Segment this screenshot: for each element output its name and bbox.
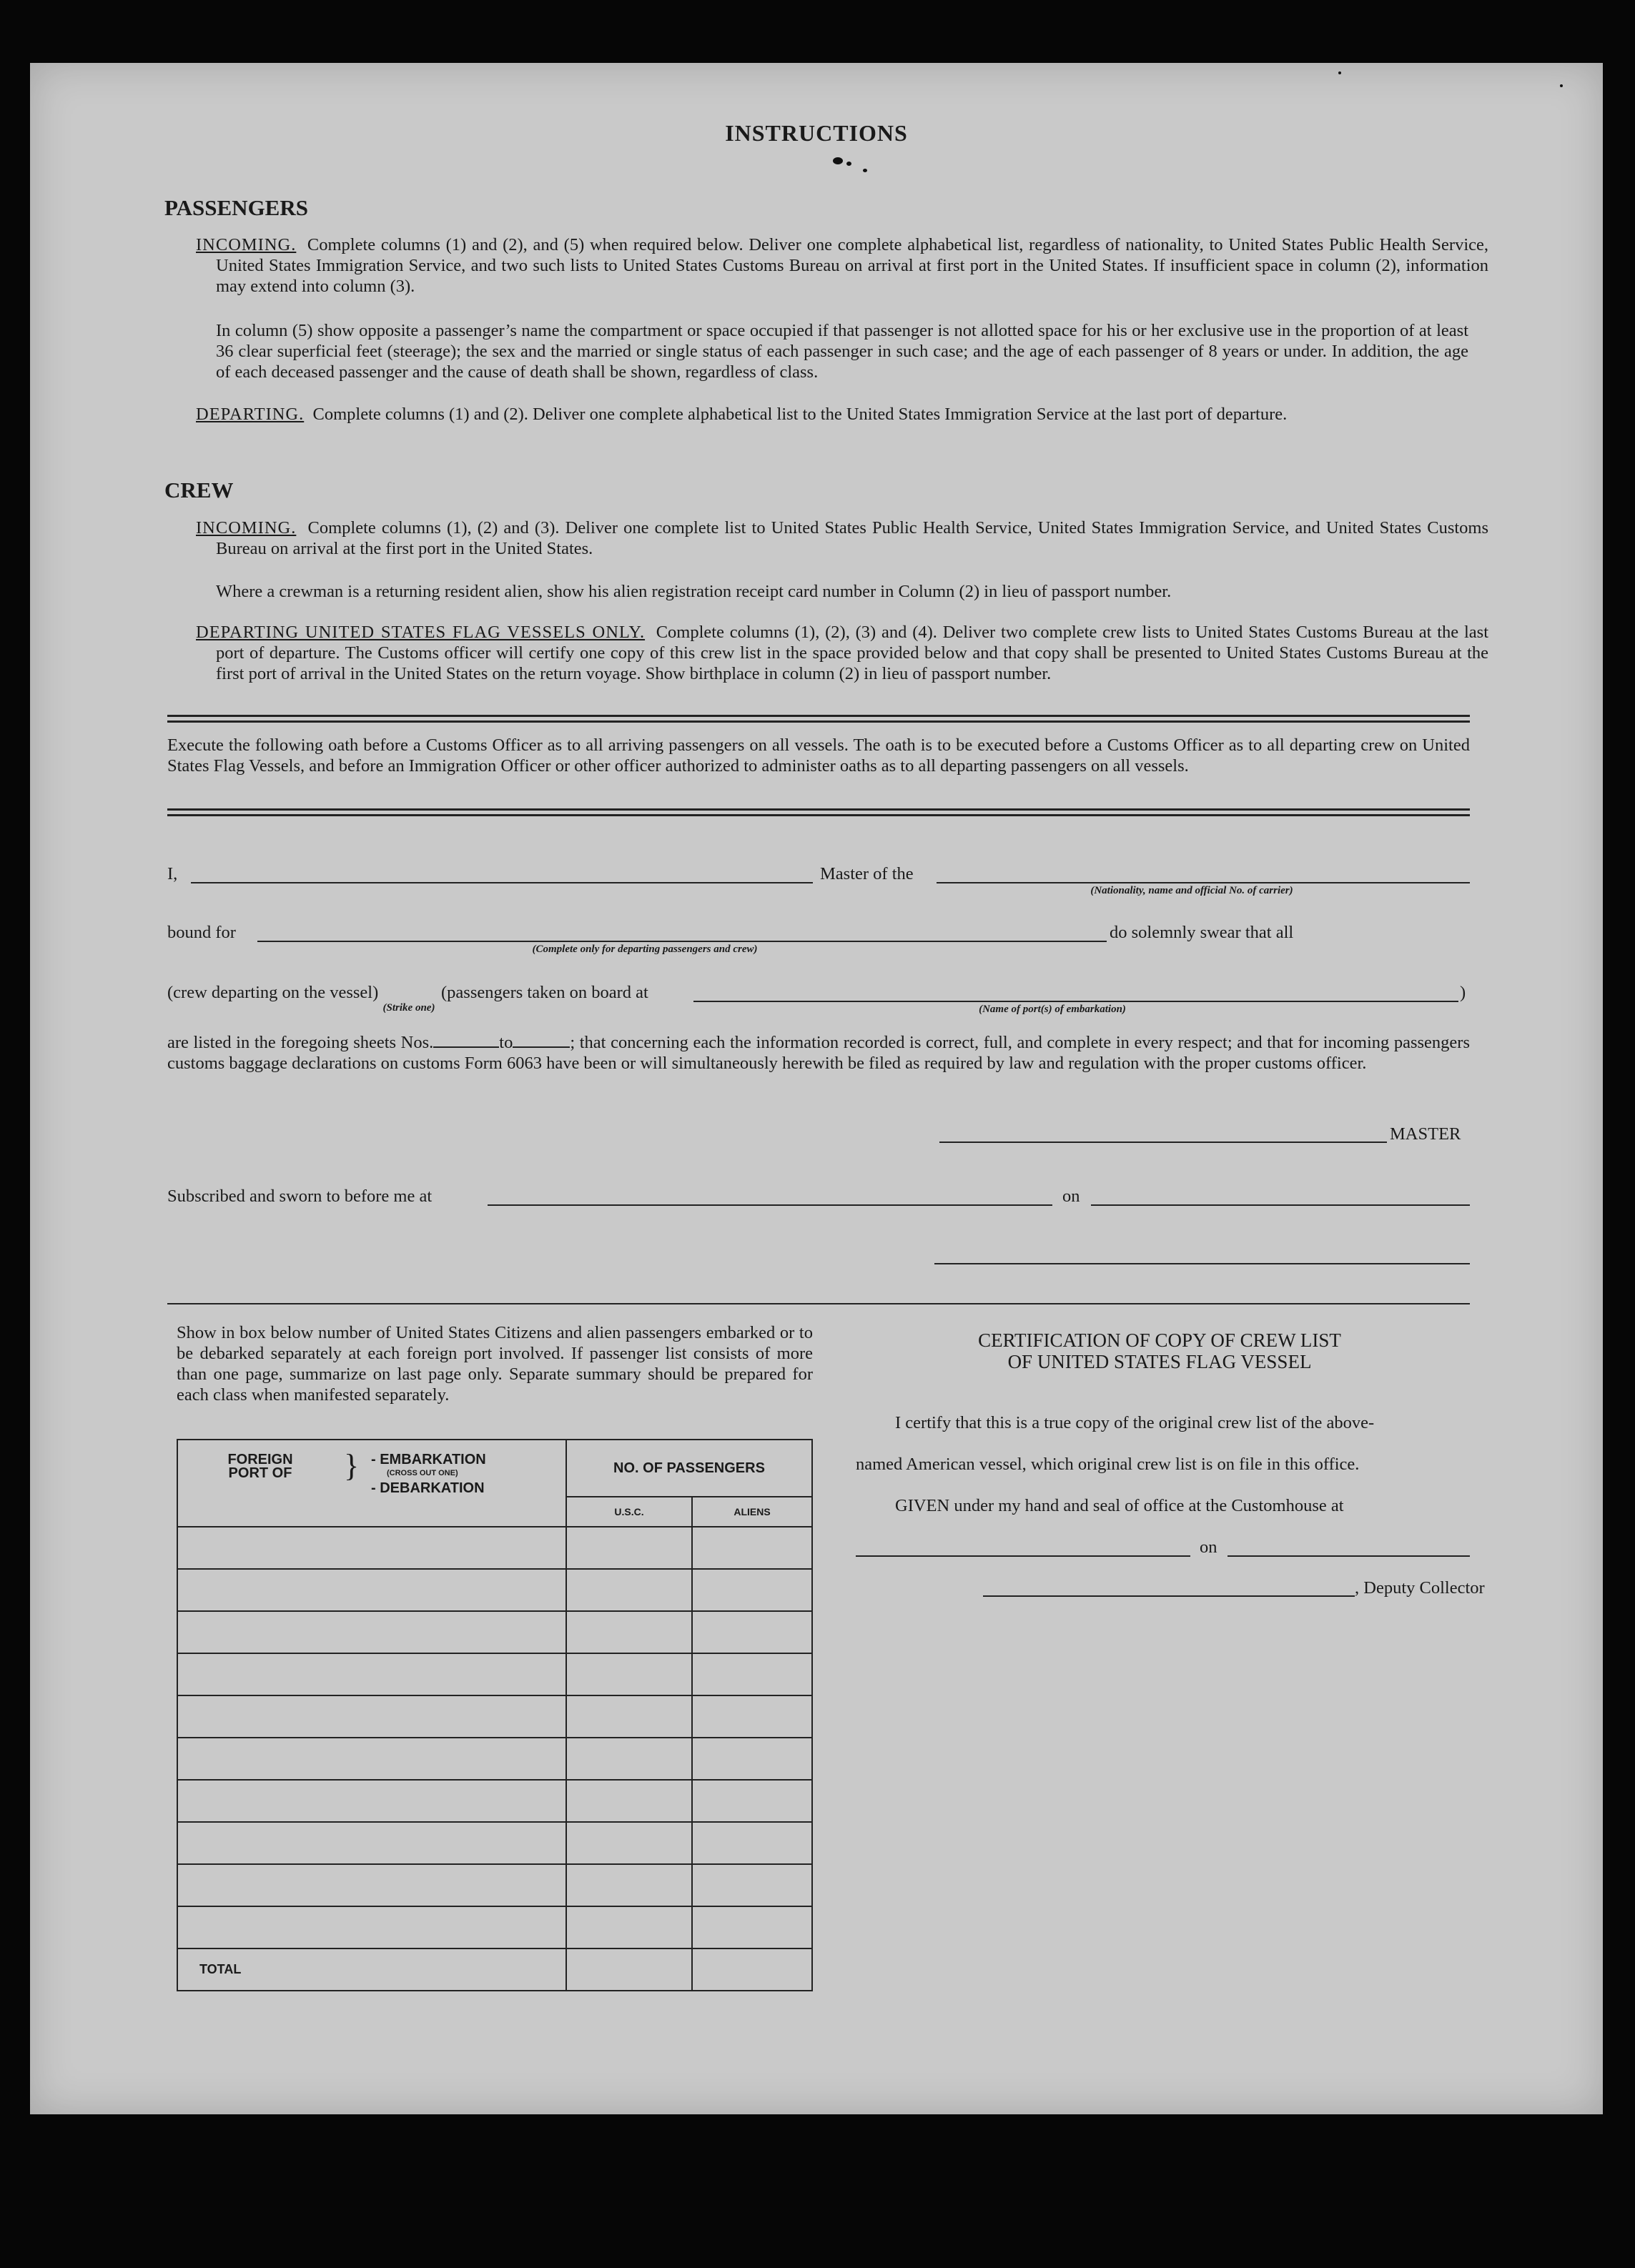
- summary-body: [177, 1527, 812, 1948]
- usc-cell[interactable]: [566, 1780, 692, 1822]
- embarkation-label: - EMBARKATION: [371, 1452, 486, 1467]
- passenger-summary-table: [177, 1439, 813, 1991]
- summary-row: [177, 1527, 812, 1569]
- debarkation-label: - DEBARKATION: [371, 1480, 485, 1496]
- ink-speck: [1560, 84, 1563, 87]
- bound-for-line[interactable]: [257, 941, 1107, 942]
- total-label: TOTAL: [177, 1948, 566, 1991]
- crew-departing-paragraph: [196, 622, 1488, 684]
- close-paren: ): [1460, 983, 1466, 1002]
- crew-departing-option: (crew departing on the vessel): [167, 983, 379, 1002]
- officer-signature-line[interactable]: [934, 1263, 1470, 1264]
- form-page: [30, 63, 1603, 2114]
- customhouse-line[interactable]: [856, 1555, 1190, 1557]
- sheet-to-field[interactable]: [513, 1046, 570, 1048]
- usc-header: U.S.C.: [566, 1497, 692, 1527]
- bound-for-label: bound for: [167, 923, 236, 942]
- passengers-incoming-text: Complete columns (1) and (2), and (5) when required below. Deliver one complete alphabetical list, regardless of nationality, to United States Public Health Service, United States Immigration Service, and two such lists to United States Customs Bureau on arrival at first port in the United States. If insufficient space in column (2), information may extend into column (3).: [216, 235, 1489, 296]
- ports-caption: (Name of port(s) of embarkation): [979, 1004, 1126, 1015]
- summary-instruction: Show in box below number of United States Citizens and alien passengers embarked or to be debarked separately at each foreign port involved. If passenger list consists of more than one page, summarize on last page only. Separate summary should be prepared for each class when manifested separately.: [177, 1323, 813, 1405]
- crew-incoming-text: Complete columns (1), (2) and (3). Deliver one complete list to United States Public Health Service, United States Immigration Service, and United States Customs Bureau on arrival at the first port in the United States.: [216, 518, 1488, 558]
- crew-incoming-paragraph: [196, 518, 1488, 559]
- sworn-place-line[interactable]: [488, 1204, 1052, 1206]
- certification-title-line2: OF UNITED STATES FLAG VESSEL: [1007, 1351, 1312, 1372]
- usc-cell[interactable]: [566, 1864, 692, 1906]
- certification-title-line1: CERTIFICATION OF COPY OF CREW LIST: [978, 1329, 1341, 1351]
- master-signature-line[interactable]: [939, 1142, 1387, 1143]
- double-rule: [167, 715, 1470, 723]
- crew-departing-text: Complete columns (1), (2), (3) and (4). Deliver two complete crew lists to United States Customs Bureau at the last port of departure. The Customs officer will certify one copy of this crew list in the space provided below and that copy shall be presented to United States Customs Bureau at the first port of arrival in the United States on the return voyage. Show birthplace in column (2) in lieu of passport number.: [216, 623, 1488, 683]
- aliens-header: ALIENS: [692, 1497, 812, 1527]
- carrier-line[interactable]: [937, 882, 1470, 883]
- sworn-on-label: on: [1062, 1187, 1080, 1206]
- aliens-cell[interactable]: [692, 1695, 812, 1738]
- listed-rest: ; that concerning each the information recorded is correct, full, and complete in every respect; and that for incoming passengers customs baggage declarations on customs Form 6063 have been or will simultaneously herewith be filed as required by law and regulation with the proper customs officer.: [167, 1033, 1470, 1073]
- complete-only-caption: (Complete only for departing passengers and crew): [532, 944, 758, 955]
- oath-instruction: Execute the following oath before a Customs Officer as to all arriving passengers on all vessels. The oath is to be executed before a Customs Officer as to all departing crew on United States Flag Vessels, and before an Immigration Officer or other officer authorized to administer oaths as to all departing passengers on all vessels.: [167, 736, 1470, 776]
- passengers-departing-label: DEPARTING.: [196, 405, 305, 424]
- summary-row: [177, 1780, 812, 1822]
- port-cell[interactable]: [177, 1780, 566, 1822]
- passengers-incoming-paragraph: [196, 234, 1488, 297]
- brace-mark: }: [344, 1448, 360, 1483]
- usc-cell[interactable]: [566, 1822, 692, 1864]
- cert-date-line[interactable]: [1228, 1555, 1470, 1557]
- certify-line1: I certify that this is a true copy of the original crew list of the above-: [895, 1413, 1375, 1432]
- given-line: GIVEN under my hand and seal of office at the Customhouse at: [895, 1496, 1344, 1515]
- ink-speck: [1338, 71, 1341, 74]
- passengers-taken-option: (passengers taken on board at: [441, 983, 648, 1002]
- port-cell[interactable]: [177, 1864, 566, 1906]
- crew-incoming-label: INCOMING.: [196, 518, 297, 538]
- ports-line[interactable]: [693, 1001, 1458, 1002]
- aliens-cell[interactable]: [692, 1822, 812, 1864]
- port-cell[interactable]: [177, 1611, 566, 1653]
- total-aliens-cell[interactable]: [692, 1948, 812, 1991]
- strike-one-caption: (Strike one): [382, 1002, 435, 1014]
- passengers-incoming-label: INCOMING.: [196, 235, 297, 254]
- deputy-signature-line[interactable]: [983, 1595, 1355, 1597]
- summary-row: [177, 1864, 812, 1906]
- port-cell[interactable]: [177, 1695, 566, 1738]
- sworn-date-line[interactable]: [1091, 1204, 1470, 1206]
- summary-row: [177, 1822, 812, 1864]
- crew-departing-label: DEPARTING UNITED STATES FLAG VESSELS ONLY.: [196, 623, 646, 642]
- crew-resident-paragraph: Where a crewman is a returning resident alien, show his alien registration receipt card number in Column (2) in lieu of passport number.: [216, 582, 1172, 601]
- nationality-caption: (Nationality, name and official No. of carrier): [1090, 885, 1293, 896]
- aliens-cell[interactable]: [692, 1653, 812, 1695]
- oath-i-label: I,: [167, 864, 178, 883]
- usc-cell[interactable]: [566, 1695, 692, 1738]
- oath-master-of-label: Master of the: [820, 864, 914, 883]
- passengers-column5-paragraph: In column (5) show opposite a passenger’s name the compartment or space occupied if that passenger is not allotted space for his or her exclusive use in the proportion of at least 36 clear superficial feet (steerage); the sex and the married or single status of each passenger in such case; and the age of each passenger of 8 years or under. In addition, the age of each deceased passenger and the cause of death shall be shown, regardless of class.: [216, 321, 1468, 382]
- usc-cell[interactable]: [566, 1906, 692, 1948]
- port-cell[interactable]: [177, 1653, 566, 1695]
- aliens-cell[interactable]: [692, 1780, 812, 1822]
- master-label: MASTER: [1390, 1124, 1461, 1144]
- passengers-heading: PASSENGERS: [164, 195, 308, 220]
- port-cell[interactable]: [177, 1527, 566, 1569]
- deputy-collector-label: , Deputy Collector: [1355, 1578, 1485, 1598]
- cert-on-label: on: [1200, 1537, 1217, 1557]
- certification-title: [852, 1329, 1467, 1372]
- listed-start: are listed in the foregoing sheets Nos.: [167, 1033, 434, 1052]
- ink-speck: [863, 169, 867, 172]
- summary-row: [177, 1695, 812, 1738]
- ink-speck: [846, 162, 851, 166]
- usc-cell[interactable]: [566, 1653, 692, 1695]
- foreign-port-of-label: FOREIGN PORT OF: [227, 1452, 293, 1481]
- total-usc-cell[interactable]: [566, 1948, 692, 1991]
- aliens-cell[interactable]: [692, 1527, 812, 1569]
- port-cell[interactable]: [177, 1906, 566, 1948]
- double-rule: [167, 808, 1470, 816]
- sheet-from-field[interactable]: [433, 1046, 499, 1048]
- crew-heading: CREW: [164, 477, 234, 502]
- listed-to: to: [499, 1033, 513, 1052]
- foreign-port-header-cell: [177, 1440, 566, 1527]
- passengers-departing-paragraph: [196, 404, 1488, 425]
- aliens-cell[interactable]: [692, 1906, 812, 1948]
- cross-out-one-label: (CROSS OUT ONE): [387, 1469, 458, 1477]
- ink-speck: [833, 157, 843, 164]
- passengers-departing-text: Complete columns (1) and (2). Deliver one complete alphabetical list to the United States Immigration Service at the last port of departure.: [312, 405, 1288, 424]
- no-of-passengers-header: NO. OF PASSENGERS: [566, 1440, 812, 1497]
- summary-row: [177, 1906, 812, 1948]
- port-cell[interactable]: [177, 1738, 566, 1780]
- aliens-cell[interactable]: [692, 1864, 812, 1906]
- aliens-cell[interactable]: [692, 1738, 812, 1780]
- port-cell[interactable]: [177, 1822, 566, 1864]
- page-title: INSTRUCTIONS: [725, 120, 908, 146]
- usc-cell[interactable]: [566, 1569, 692, 1611]
- aliens-cell[interactable]: [692, 1569, 812, 1611]
- usc-cell[interactable]: [566, 1738, 692, 1780]
- port-cell[interactable]: [177, 1569, 566, 1611]
- usc-cell[interactable]: [566, 1611, 692, 1653]
- summary-row: [177, 1653, 812, 1695]
- certify-line2: named American vessel, which original crew list is on file in this office.: [856, 1455, 1360, 1474]
- solemnly-swear-label: do solemnly swear that all: [1110, 923, 1294, 942]
- section-rule: [167, 1303, 1470, 1304]
- summary-row: [177, 1611, 812, 1653]
- aliens-cell[interactable]: [692, 1611, 812, 1653]
- summary-row: [177, 1738, 812, 1780]
- listed-paragraph: [167, 1032, 1470, 1074]
- master-name-line[interactable]: [191, 882, 813, 883]
- subscribed-label: Subscribed and sworn to before me at: [167, 1187, 433, 1206]
- summary-row: [177, 1569, 812, 1611]
- usc-cell[interactable]: [566, 1527, 692, 1569]
